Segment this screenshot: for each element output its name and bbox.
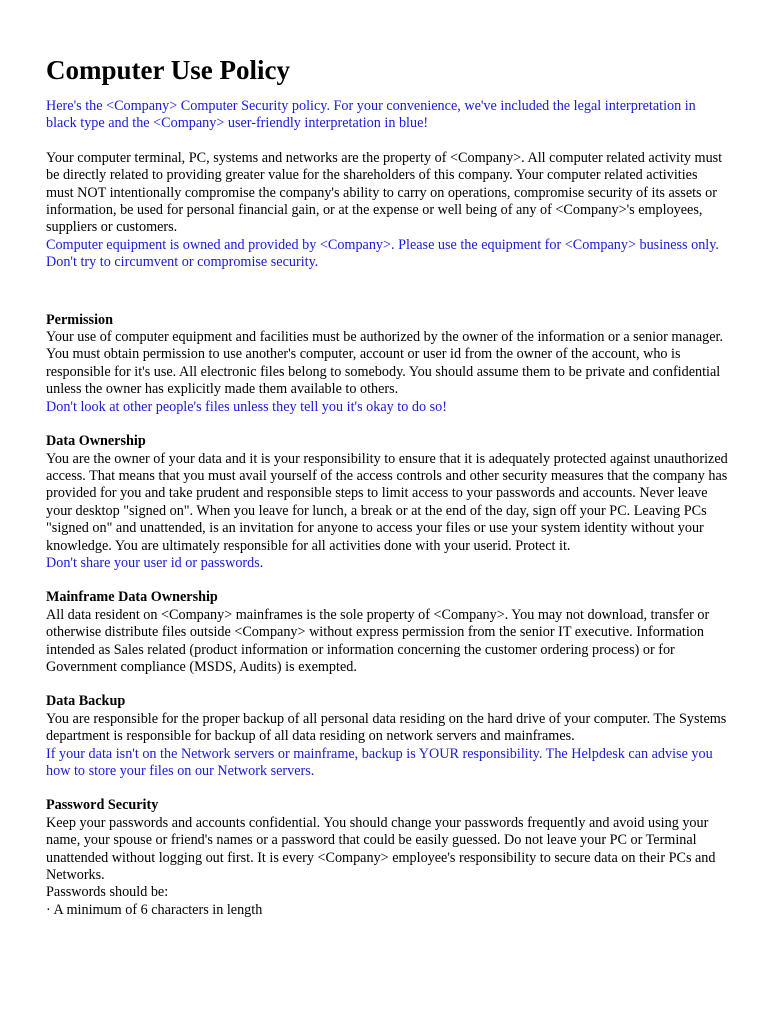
- spacer: [46, 416, 728, 433]
- general-policy-summary: Computer equipment is owned and provided by <Company>. Please use the equipment for <Company> business only. Don't try to circumvent or compromise security.: [46, 236, 719, 271]
- spacer: [46, 676, 728, 693]
- page-title: Computer Use Policy: [46, 55, 290, 85]
- section-summary: If your data isn't on the Network servers or mainframe, backup is YOUR responsibility. The Helpdesk can advise you how to store your files on our Network servers.: [46, 745, 713, 779]
- passwords-should-be-label: Passwords should be:: [46, 884, 169, 901]
- section-heading: Mainframe Data Ownership: [46, 589, 218, 606]
- section-data-backup: [46, 693, 728, 780]
- spacer: [46, 272, 728, 312]
- general-policy-text: Your computer terminal, PC, systems and networks are the property of <Company>. All computer related activity must be directly related to providing greater value for the shareholders of this company. Your computer related activities must NOT intentionally compromise the company's ability to carry on operations, compromise security of its assets or information, be used for personal financial gain, or at the expense or well being of any of <Company>'s employees, suppliers or customers.: [46, 149, 723, 236]
- section-summary: Don't look at other people's files unless they tell you it's okay to do so!: [46, 398, 447, 415]
- section-permission: [46, 312, 728, 416]
- section-heading: Password Security: [46, 797, 159, 814]
- section-heading: Data Ownership: [46, 433, 146, 450]
- spacer: [46, 780, 728, 797]
- section-mainframe-data-ownership: [46, 589, 728, 676]
- intro-paragraph: Here's the <Company> Computer Security policy. For your convenience, we've included the legal interpretation in black type and the <Company> user-friendly interpretation in blue!: [46, 98, 696, 132]
- section-summary: Don't share your user id or passwords.: [46, 554, 264, 571]
- section-text: Your use of computer equipment and facilities must be authorized by the owner of the information or a senior manager. You must obtain permission to use another's computer, account or user id from the owner of the account, who is responsible for it's use. All electronic files belong to somebody. You should assume them to be private and confidential unless the owner has explicitly made them available to others.: [46, 329, 724, 398]
- section-heading: Permission: [46, 311, 113, 328]
- section-text: You are responsible for the proper backup of all personal data residing on the hard drive of your computer. The Systems department is responsible for backup of all data residing on network servers and mainframes.: [46, 710, 727, 745]
- section-data-ownership: [46, 433, 728, 572]
- section-text: Keep your passwords and accounts confidential. You should change your passwords frequently and avoid using your name, your spouse or friend's names or a password that could be easily guessed. Do not leave your PC or Terminal unattended without logging out first. It is every <Company> employee's responsibility to secure data on their PCs and Networks.: [46, 814, 716, 884]
- section-text: You are the owner of your data and it is your responsibility to ensure that it is adequately protected against unauthorized access. That means that you must avail yourself of the access controls and other security measures that the company has provided for you and take prudent and responsible steps to limit access to your passwords and accounts. Never leave your desktop "signed on". When you leave for lunch, a break or at the end of the day, sign off your PC. Leaving PCs "signed on" and unattended, is an invitation for anyone to access your files or use your system identity without your knowledge. You are ultimately responsible for all activities done with your userid. Protect it.: [46, 450, 728, 554]
- spacer: [46, 572, 728, 589]
- section-heading: Data Backup: [46, 693, 126, 710]
- section-text: All data resident on <Company> mainframes is the sole property of <Company>. You may not download, transfer or otherwise distribute files outside <Company> without express permission from the senior IT executive. Information intended as Sales related (product information or information concerning the customer ordering process) or for Government compliance (MSDS, Audits) is exempted.: [46, 606, 710, 675]
- section-password-security: [46, 797, 728, 919]
- password-rule-item: · A minimum of 6 characters in length: [46, 901, 263, 918]
